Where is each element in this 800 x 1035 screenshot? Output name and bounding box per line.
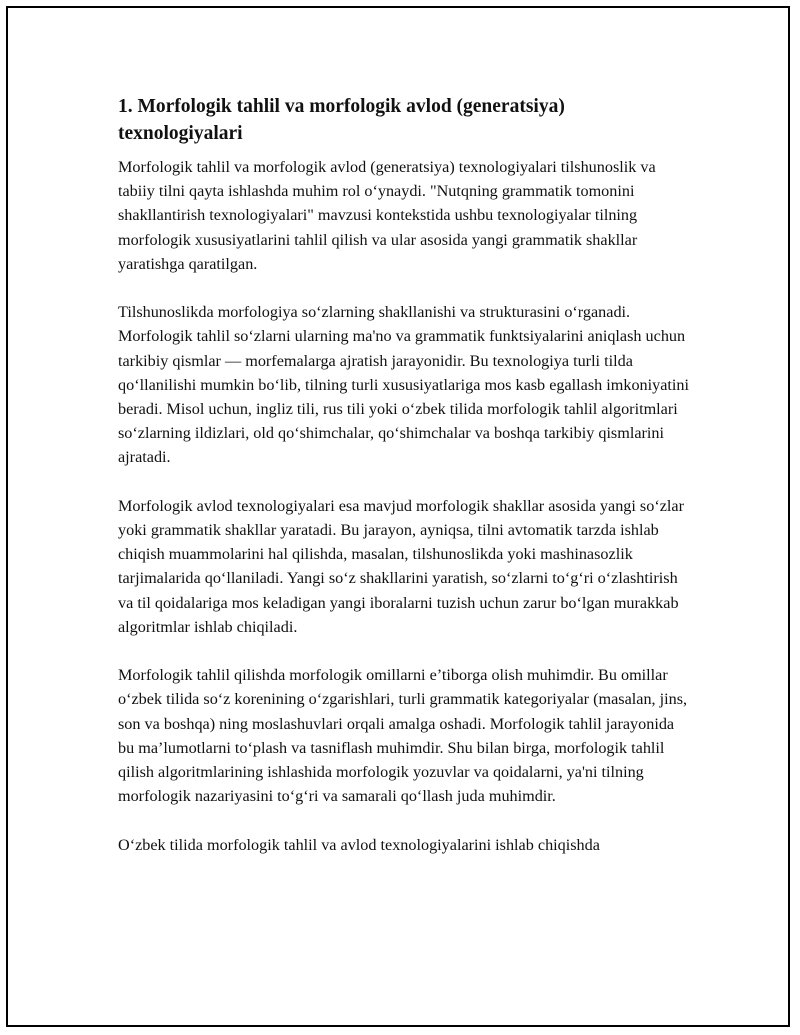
- paragraph: Tilshunoslikda morfologiya so‘zlarning shakllanishi va strukturasini o‘rganadi. Morfologik tahlil so‘zlarni ularning ma'no va grammatik funktsiyalarini aniqlash uchun tarkibiy qismlar — morfemalarga ajratish jarayonidir. Bu texnologiya turli tilda qo‘llanilishi mumkin bo‘lib, tilning turli xususiyatlariga mos kasb egallash imkoniyatini beradi. Misol uchun, ingliz tili, rus tili yoki o‘zbek tilida morfologik tahlil algoritmlari so‘zlarning ildizlari, old qo‘shimchalar, qo‘shimchalar va boshqa tarkibiy qismlarini ajratadi.: [118, 303, 690, 467]
- paragraph: O‘zbek tilida morfologik tahlil va avlod texnologiyalarini ishlab chiqishda: [118, 835, 600, 854]
- document-body: [118, 93, 690, 881]
- paragraph: Morfologik avlod texnologiyalari esa mavjud morfologik shakllar asosida yangi so‘zlar yoki grammatik shakllar yaratadi. Bu jarayon, ayniqsa, tilni avtomatik tarzda ishlab chiqish muammolarini hal qilishda, masalan, tilshunoslikda yoki mashinasozlik tarjimalarida qo‘llaniladi. Yangi so‘z shakllarini yaratish, so‘zlarni to‘g‘ri o‘zlashtirish va til qoidalariga mos keladigan yangi iboralarni tuzish uchun zarur bo‘lgan murakkab algoritmlar ishlab chiqiladi.: [118, 496, 684, 636]
- paragraph: Morfologik tahlil qilishda morfologik omillarni e’tiborga olish muhimdir. Bu omillar o‘zbek tilida so‘z korenining o‘zgarishlari, turli grammatik kategoriyalar (masalan, jins, son va boshqa) ning moslashuvlari orqali amalga oshadi. Morfologik tahlil jarayonida bu ma’lumotlarni to‘plash va tasniflash muhimdir. Shu bilan birga, morfologik tahlil qilish algoritmlarining ishlashida morfologik yozuvlar va qoidalarni, ya'ni tilning morfologik nazariyasini to‘g‘ri va samarali qo‘llash juda muhimdir.: [118, 666, 688, 806]
- section-heading: 1. Morfologik tahlil va morfologik avlod (generatsiya) texnologiyalari: [118, 96, 565, 144]
- paragraph: Morfologik tahlil va morfologik avlod (generatsiya) texnologiyalari tilshunoslik va tabiiy tilni qayta ishlashda muhim rol o‘ynaydi. "Nutqning grammatik tomonini shakllantirish texnologiyalari" mavzusi kontekstida ushbu texnologiyalar tilning morfologik xususiyatlarini tahlil qilish va ular asosida yangi grammatik shakllar yaratishga qaratilgan.: [118, 158, 656, 273]
